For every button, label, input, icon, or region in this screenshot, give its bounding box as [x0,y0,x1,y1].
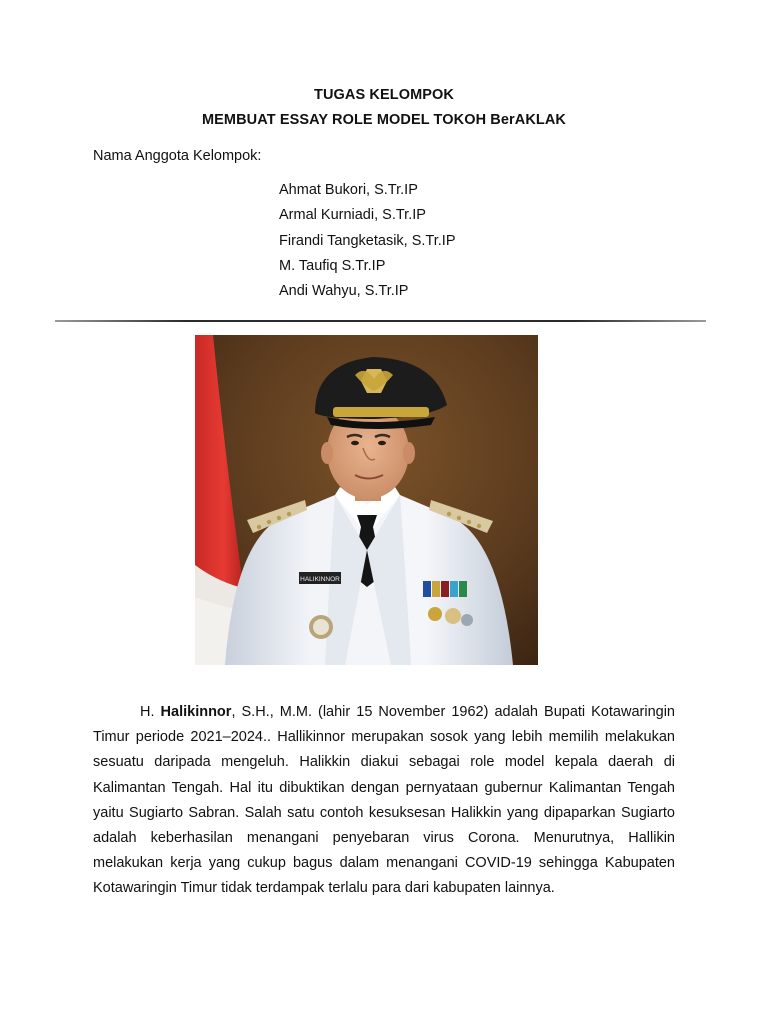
members-list [279,182,456,308]
essay-body: , S.H., M.M. (lahir 15 November 1962) adalah Bupati Kotawaringin Timur periode 2021–2024.. Hallikinnor merupakan sosok yang lebih memilih melakukan sesuatu daripada mengeluh. Halikkin diakui sebagai role model kepala daerah di Kalimantan Tengah. Hal itu dibuktikan dengan pernyataan gubernur Kalimantan Tengah yaitu Sugiarto Sabran. Salah satu contoh kesuksesan Halikkin yang dipaparkan Sugiarto adalah keberhasilan menangani penyebaran virus Corona. Menurutnya, Hallikin melakukan kerja yang cukup bagus dalam menangani COVID-19 sehingga Kabupaten Kotawaringin Timur tidak terdampak terlalu para dari kabupaten lainnya. [93,704,675,897]
essay-prefix: H. [140,704,161,720]
member-item: Andi Wahyu, S.Tr.IP [279,283,409,300]
svg-text:HALIKINNOR: HALIKINNOR [300,576,340,583]
member-item: Firandi Tangketasik, S.Tr.IP [279,232,456,249]
member-item: Armal Kurniadi, S.Tr.IP [279,207,426,224]
members-label: Nama Anggota Kelompok: [93,148,262,164]
essay-subject-name: Halikinnor [160,704,232,720]
document-title: TUGAS KELOMPOK [314,87,454,103]
essay-paragraph [93,700,675,902]
member-item: M. Taufiq S.Tr.IP [279,257,386,274]
horizontal-divider [55,320,706,322]
document-subtitle: MEMBUAT ESSAY ROLE MODEL TOKOH BerAKLAK [201,112,567,128]
portrait-photo [195,335,538,665]
member-item: Ahmat Bukori, S.Tr.IP [279,182,418,198]
